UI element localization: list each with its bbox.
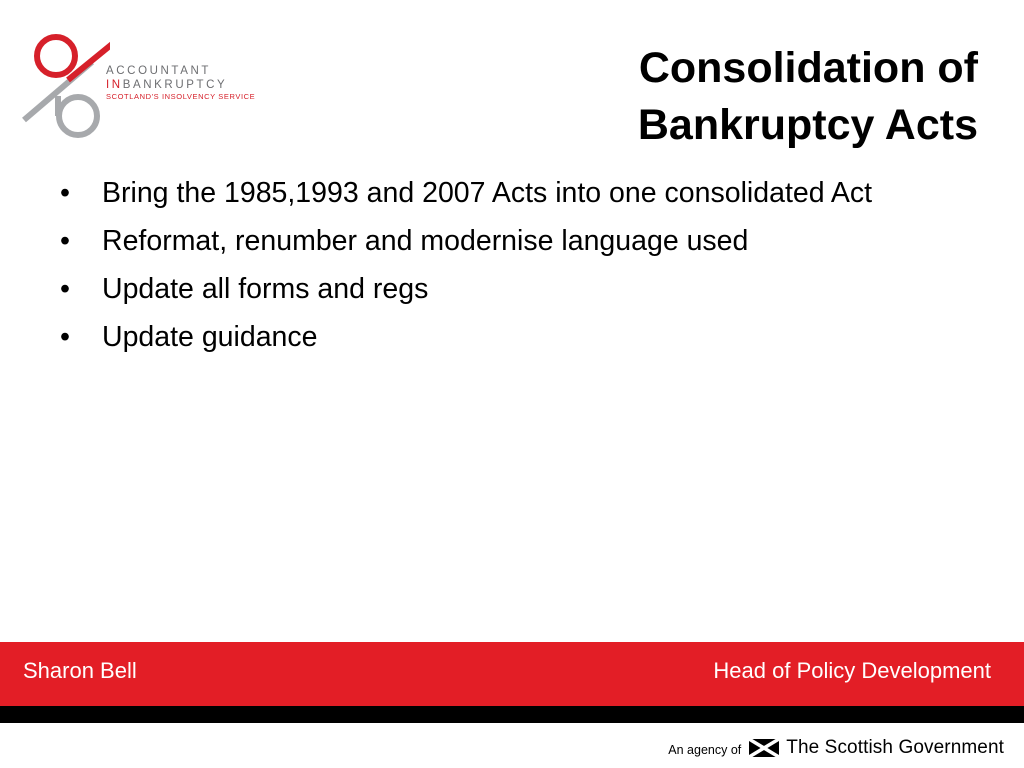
title-line-2: Bankruptcy Acts <box>637 101 978 149</box>
presenter-name: Sharon Bell <box>23 658 137 683</box>
footer-divider <box>0 706 1024 723</box>
bullet-item: • Reformat, renumber and modernise language used <box>60 220 940 262</box>
agency-prefix: An agency of <box>668 743 742 757</box>
bullet-list <box>60 172 940 364</box>
bullet-item: • Update all forms and regs <box>60 268 940 310</box>
title-line-1: Consolidation of <box>638 44 978 92</box>
presenter-role: Head of Policy Development <box>713 658 991 683</box>
slide-title <box>638 40 978 154</box>
agency-credit <box>668 736 1004 760</box>
logo-tagline: SCOTLAND'S INSOLVENCY SERVICE <box>106 92 256 101</box>
logo-bankruptcy: BANKRUPTCY <box>122 78 228 91</box>
aib-logo-mark <box>20 28 110 148</box>
logo-line-bankruptcy <box>106 80 255 92</box>
saltire-flag-icon <box>749 739 779 757</box>
bullet-item: • Update guidance <box>60 316 940 358</box>
footer-band <box>0 642 1024 706</box>
agency-name: The Scottish Government <box>786 737 1004 758</box>
aib-logo-text <box>106 66 255 101</box>
aib-logo <box>20 28 280 148</box>
bullet-item: • Bring the 1985,1993 and 2007 Acts into one consolidated Act <box>60 172 940 214</box>
logo-in: IN <box>106 78 123 91</box>
logo-line-accountant: ACCOUNTANT <box>106 65 212 77</box>
